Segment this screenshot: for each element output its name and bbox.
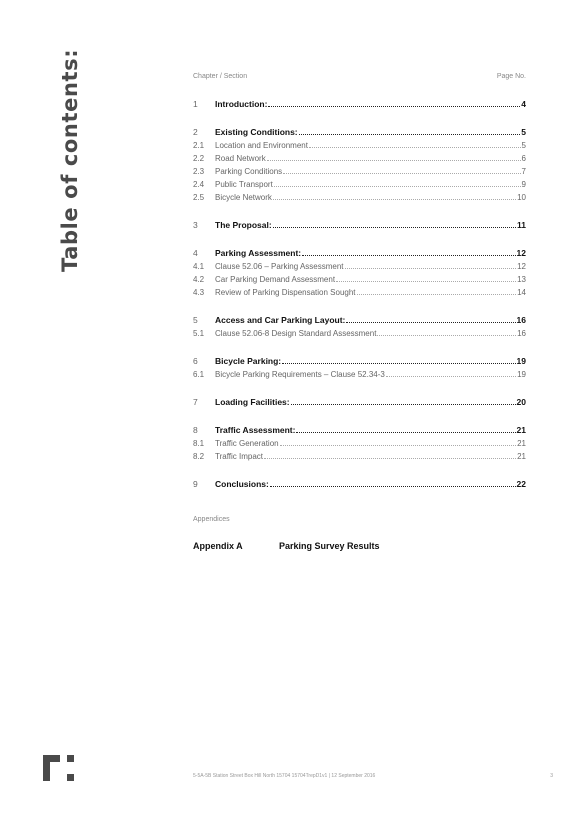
toc-section-entry[interactable] (193, 165, 526, 178)
toc-entry-number: 8 (193, 425, 198, 435)
toc-chapter-entry[interactable] (193, 396, 526, 409)
toc-group (193, 247, 526, 299)
toc-group (193, 126, 526, 204)
toc-group (193, 219, 526, 232)
toc-dot-leader (273, 226, 516, 228)
toc-dot-leader (268, 105, 520, 107)
toc-entry-title: Access and Car Parking Layout: (215, 315, 346, 325)
toc-section-entry[interactable] (193, 437, 526, 450)
company-logo-icon (43, 755, 75, 781)
toc-entry-number: 8.1 (193, 439, 205, 448)
toc-section-entry[interactable] (193, 450, 526, 463)
toc-entry-title: Road Network (215, 154, 266, 163)
toc-entry-page: 19 (517, 370, 526, 379)
toc-entry-page: 13 (517, 275, 526, 284)
toc-entry-page: 5 (521, 141, 526, 150)
toc-group (193, 478, 526, 491)
toc-dot-leader (274, 185, 521, 187)
toc-dot-leader (264, 457, 516, 459)
toc-section-entry[interactable] (193, 286, 526, 299)
toc-chapter-entry[interactable] (193, 355, 526, 368)
toc-dot-leader (273, 198, 516, 200)
toc-chapter-entry[interactable] (193, 314, 526, 327)
toc-entry-page: 4 (521, 99, 526, 109)
toc-entry-title: Clause 52.06-8 Design Standard Assessment (215, 329, 377, 338)
page-footer (193, 773, 553, 779)
toc-section-entry[interactable] (193, 139, 526, 152)
toc-entry-title: Bicycle Parking Requirements – Clause 52.34-3 (215, 370, 385, 379)
toc-entry-title: Parking Conditions (215, 167, 283, 176)
toc-entry-number: 2.2 (193, 154, 205, 163)
toc-chapter-entry[interactable] (193, 219, 526, 232)
toc-chapter-entry[interactable] (193, 126, 526, 139)
toc-dot-leader (296, 431, 515, 433)
toc-entry-page: 11 (517, 220, 526, 230)
toc-entry-title: Bicycle Network (215, 193, 272, 202)
toc-dot-leader (280, 444, 517, 446)
toc-entry-number: 1 (193, 99, 198, 109)
toc-entry-title: Traffic Assessment: (215, 425, 296, 435)
toc-section-entry[interactable] (193, 152, 526, 165)
toc-entry-page: 20 (516, 397, 526, 407)
toc-chapter-entry[interactable] (193, 98, 526, 111)
toc-entry-page: 9 (521, 180, 526, 189)
toc-entry-title: Parking Assessment: (215, 248, 302, 258)
toc-dot-leader (283, 172, 520, 174)
toc-dot-leader (291, 403, 516, 405)
toc-section-entry[interactable] (193, 178, 526, 191)
toc-dot-leader (336, 280, 516, 282)
toc-group (193, 424, 526, 463)
toc-entry-title: Loading Facilities: (215, 397, 290, 407)
chapter-section-label: Chapter / Section (193, 73, 248, 80)
toc-entry-page: 16 (517, 329, 526, 338)
toc-dot-leader (302, 254, 515, 256)
toc-dot-leader (346, 321, 515, 323)
appendix-id: Appendix A (193, 541, 243, 551)
toc-entry-number: 4.3 (193, 288, 205, 297)
toc-entry-number: 3 (193, 220, 198, 230)
appendix-entry[interactable] (193, 541, 380, 551)
toc-entry-page: 14 (517, 288, 526, 297)
toc-entry-title: Review of Parking Dispensation Sought (215, 288, 356, 297)
toc-entry-page: 21 (517, 452, 526, 461)
toc-entry-page: 21 (517, 439, 526, 448)
toc-entry-number: 4.2 (193, 275, 205, 284)
toc-dot-leader (282, 362, 515, 364)
toc-dot-leader (299, 133, 521, 135)
toc-entry-title: Car Parking Demand Assessment (215, 275, 336, 284)
toc-entry-number: 2 (193, 127, 198, 137)
appendix-title: Parking Survey Results (279, 541, 380, 551)
toc-dot-leader (386, 375, 516, 377)
toc-section-entry[interactable] (193, 368, 526, 381)
toc-entry-title: Traffic Generation (215, 439, 279, 448)
toc-dot-leader (377, 334, 516, 336)
toc-column-header (193, 73, 526, 80)
toc-entry-title: Introduction: (215, 99, 268, 109)
toc-entry-title: Existing Conditions: (215, 127, 298, 137)
toc-entry-page: 12 (516, 248, 526, 258)
toc-entry-page: 5 (521, 127, 526, 137)
toc-entry-title: Traffic Impact (215, 452, 264, 461)
toc-section-entry[interactable] (193, 327, 526, 340)
toc-entry-number: 4 (193, 248, 198, 258)
toc-group (193, 396, 526, 409)
page-no-label: Page No. (496, 73, 526, 80)
toc-dot-leader (270, 485, 516, 487)
toc-section-entry[interactable] (193, 273, 526, 286)
toc-entry-page: 19 (516, 356, 526, 366)
appendices-label: Appendices (193, 516, 230, 523)
toc-entry-number: 2.5 (193, 193, 205, 202)
toc-entry-number: 2.4 (193, 180, 205, 189)
toc-dot-leader (267, 159, 521, 161)
toc-section-entry[interactable] (193, 191, 526, 204)
toc-entry-number: 2.1 (193, 141, 205, 150)
footer-document-ref: 5-5A-5B Station Street Box Hill North 15704 15704TrepD1v1 | 12 September 2016 (193, 773, 376, 779)
toc-entry-number: 5 (193, 315, 198, 325)
toc-entry-title: Clause 52.06 – Parking Assessment (215, 262, 344, 271)
toc-entry-page: 7 (521, 167, 526, 176)
toc-group (193, 355, 526, 381)
toc-entry-number: 7 (193, 397, 198, 407)
toc-entry-title: Bicycle Parking: (215, 356, 282, 366)
toc-chapter-entry[interactable] (193, 478, 526, 491)
toc-entry-page: 16 (516, 315, 526, 325)
toc-entry-number: 8.2 (193, 452, 205, 461)
table-of-contents (193, 98, 526, 506)
toc-entry-title: Conclusions: (215, 479, 269, 489)
toc-entry-title: Location and Environment (215, 141, 308, 150)
toc-entry-number: 6 (193, 356, 198, 366)
toc-entry-number: 4.1 (193, 262, 205, 271)
toc-side-title: Table of contents: (58, 48, 82, 272)
toc-group (193, 98, 526, 111)
toc-group (193, 314, 526, 340)
toc-entry-page: 22 (516, 479, 526, 489)
toc-dot-leader (345, 267, 517, 269)
toc-chapter-entry[interactable] (193, 424, 526, 437)
toc-section-entry[interactable] (193, 260, 526, 273)
toc-entry-number: 9 (193, 479, 198, 489)
toc-entry-page: 6 (521, 154, 526, 163)
toc-dot-leader (309, 146, 521, 148)
toc-chapter-entry[interactable] (193, 247, 526, 260)
toc-entry-title: The Proposal: (215, 220, 272, 230)
footer-page-number: 3 (550, 773, 553, 779)
toc-entry-title: Public Transport (215, 180, 273, 189)
toc-dot-leader (357, 293, 517, 295)
toc-entry-number: 5.1 (193, 329, 205, 338)
toc-entry-number: 2.3 (193, 167, 205, 176)
toc-entry-page: 10 (517, 193, 526, 202)
toc-entry-number: 6.1 (193, 370, 205, 379)
toc-entry-page: 21 (516, 425, 526, 435)
toc-entry-page: 12 (517, 262, 526, 271)
